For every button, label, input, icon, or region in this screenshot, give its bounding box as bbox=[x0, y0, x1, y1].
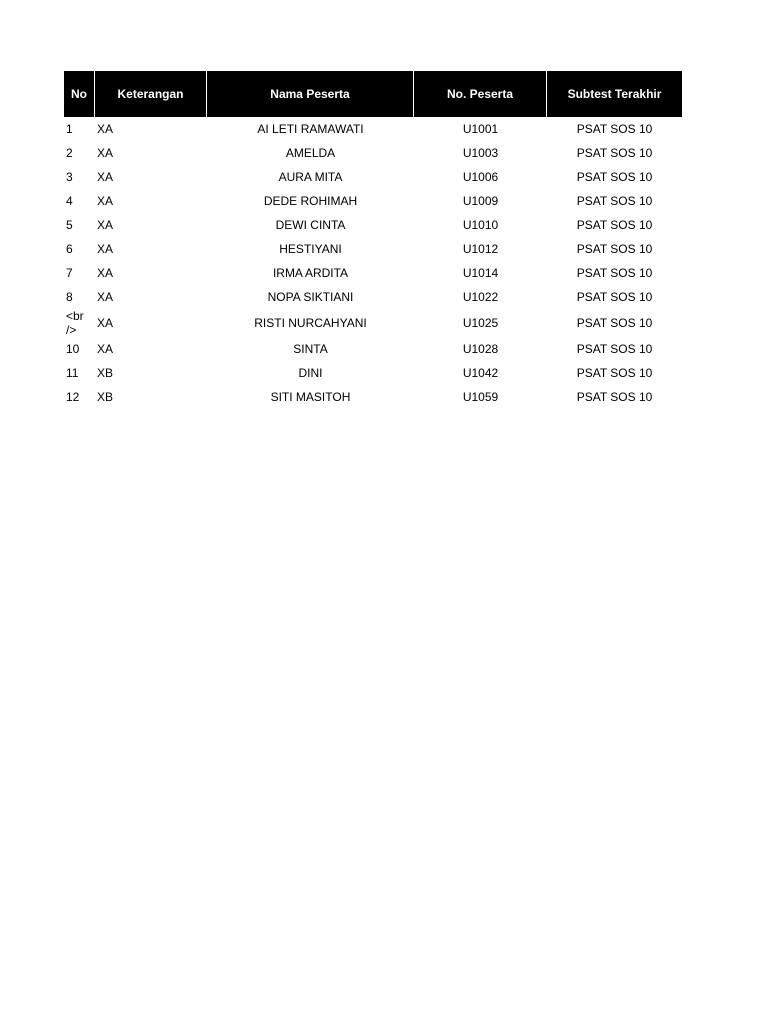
table-row bbox=[64, 237, 682, 261]
cell-no-peserta: U1009 bbox=[462, 194, 499, 208]
table-row bbox=[64, 385, 682, 409]
header-nama-peserta: Nama Peserta bbox=[207, 71, 414, 117]
table-row bbox=[64, 117, 682, 141]
cell-keterangan: XB bbox=[97, 390, 114, 404]
cell-no-peserta: U1010 bbox=[462, 218, 499, 232]
cell-no: 2 bbox=[66, 146, 73, 160]
cell-subtest: PSAT SOS 10 bbox=[576, 390, 653, 404]
cell-no: 10 bbox=[66, 342, 80, 356]
cell-no-peserta: U1059 bbox=[462, 390, 499, 404]
participant-table bbox=[64, 71, 682, 409]
cell-subtest: PSAT SOS 10 bbox=[576, 218, 653, 232]
cell-no-peserta: U1003 bbox=[462, 146, 499, 160]
header-no: No bbox=[64, 71, 95, 117]
cell-no: 6 bbox=[66, 242, 73, 256]
cell-keterangan: XA bbox=[97, 290, 114, 304]
table-row bbox=[64, 213, 682, 237]
cell-subtest: PSAT SOS 10 bbox=[576, 242, 653, 256]
table-row bbox=[64, 309, 682, 337]
cell-subtest: PSAT SOS 10 bbox=[576, 342, 653, 356]
header-row bbox=[64, 71, 682, 117]
table-row bbox=[64, 165, 682, 189]
header-subtest-terakhir: Subtest Terakhir bbox=[547, 71, 682, 117]
table-row bbox=[64, 261, 682, 285]
cell-subtest: PSAT SOS 10 bbox=[576, 316, 653, 330]
cell-keterangan: XB bbox=[97, 366, 114, 380]
cell-no-peserta: U1022 bbox=[462, 290, 499, 304]
cell-nama: AMELDA bbox=[285, 146, 336, 160]
table-row bbox=[64, 337, 682, 361]
table-row bbox=[64, 189, 682, 213]
header-no-peserta: No. Peserta bbox=[414, 71, 547, 117]
cell-keterangan: XA bbox=[97, 342, 114, 356]
cell-nama: HESTIYANI bbox=[279, 242, 342, 256]
cell-no: 3 bbox=[66, 170, 73, 184]
cell-nama: AURA MITA bbox=[278, 170, 343, 184]
cell-subtest: PSAT SOS 10 bbox=[576, 170, 653, 184]
participant-sheet bbox=[64, 71, 682, 409]
cell-no: 1 bbox=[66, 122, 73, 136]
cell-subtest: PSAT SOS 10 bbox=[576, 290, 653, 304]
cell-keterangan: XA bbox=[97, 316, 114, 330]
cell-no: 12 bbox=[66, 390, 80, 404]
cell-keterangan: XA bbox=[97, 218, 114, 232]
cell-no-peserta: U1012 bbox=[462, 242, 499, 256]
cell-no-peserta: U1028 bbox=[462, 342, 499, 356]
cell-keterangan: XA bbox=[97, 122, 114, 136]
cell-subtest: PSAT SOS 10 bbox=[576, 146, 653, 160]
cell-nama: SINTA bbox=[293, 342, 328, 356]
cell-subtest: PSAT SOS 10 bbox=[576, 366, 653, 380]
table-header bbox=[64, 71, 682, 117]
cell-keterangan: XA bbox=[97, 146, 114, 160]
header-keterangan: Keterangan bbox=[95, 71, 207, 117]
cell-no: 8 bbox=[66, 290, 73, 304]
cell-subtest: PSAT SOS 10 bbox=[576, 122, 653, 136]
cell-keterangan: XA bbox=[97, 194, 114, 208]
cell-no-peserta: U1025 bbox=[462, 316, 499, 330]
cell-subtest: PSAT SOS 10 bbox=[576, 194, 653, 208]
table-body bbox=[64, 117, 682, 409]
cell-nama: DEDE ROHIMAH bbox=[263, 194, 358, 208]
table-row bbox=[64, 285, 682, 309]
cell-nama: DEWI CINTA bbox=[275, 218, 346, 232]
cell-keterangan: XA bbox=[97, 242, 114, 256]
table-row bbox=[64, 141, 682, 165]
cell-nama: NOPA SIKTIANI bbox=[267, 290, 354, 304]
cell-keterangan: XA bbox=[97, 266, 114, 280]
cell-no: 7 bbox=[66, 266, 73, 280]
cell-keterangan: XA bbox=[97, 170, 114, 184]
cell-nama: AI LETI RAMAWATI bbox=[257, 122, 364, 136]
cell-nama: IRMA ARDITA bbox=[272, 266, 349, 280]
cell-no: 5 bbox=[66, 218, 73, 232]
cell-nama: RISTI NURCAHYANI bbox=[254, 316, 367, 330]
cell-subtest: PSAT SOS 10 bbox=[576, 266, 653, 280]
cell-nama: DINI bbox=[298, 366, 323, 380]
cell-nama: SITI MASITOH bbox=[270, 390, 351, 404]
cell-no-peserta: U1014 bbox=[462, 266, 499, 280]
cell-no: <br /> bbox=[66, 309, 84, 337]
cell-no: 4 bbox=[66, 194, 73, 208]
cell-no: 11 bbox=[66, 366, 79, 380]
cell-no-peserta: U1042 bbox=[462, 366, 499, 380]
cell-no-peserta: U1001 bbox=[462, 122, 499, 136]
cell-no-peserta: U1006 bbox=[462, 170, 499, 184]
table-row bbox=[64, 361, 682, 385]
